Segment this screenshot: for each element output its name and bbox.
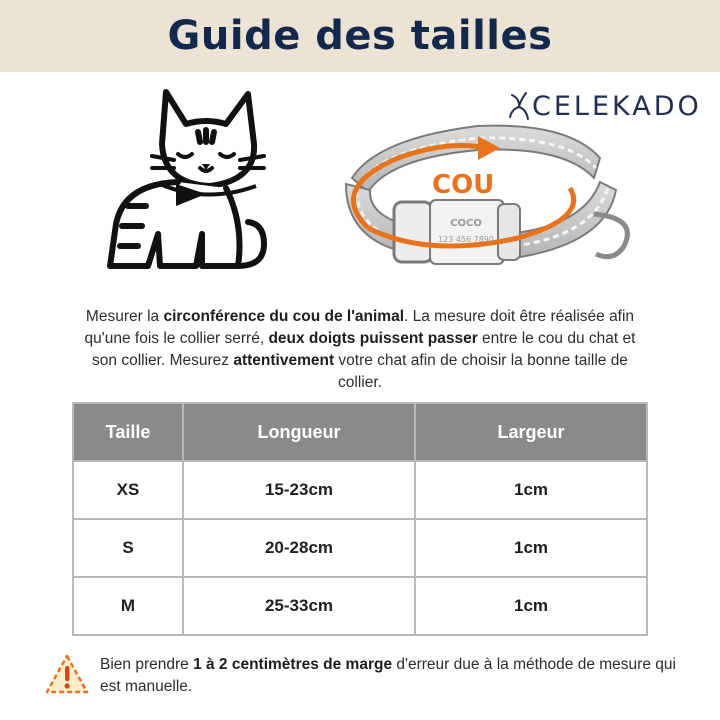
note-bold: 1 à 2 centimètres de marge <box>193 656 393 673</box>
header-banner <box>0 0 720 72</box>
note-text-2: d'erreur due à la méthode de mesure qui est manuelle. <box>100 656 676 695</box>
table-row <box>73 519 647 577</box>
cat-illustration <box>88 84 272 274</box>
length-cell: 25-33cm <box>183 577 415 635</box>
desc-text-1: Mesurer la <box>85 308 164 325</box>
header-cell-size: Taille <box>73 403 183 461</box>
tag-name: COCO <box>450 218 482 229</box>
brand-name: CELEKADO <box>532 90 702 122</box>
width-cell: 1cm <box>415 519 647 577</box>
neck-label: COU <box>432 170 495 200</box>
note-text <box>100 654 684 698</box>
desc-bold-3: attentivement <box>233 352 335 369</box>
table-header-row <box>73 403 647 461</box>
tag-phone: 123 456 7890 <box>438 235 494 244</box>
header-cell-width: Largeur <box>415 403 647 461</box>
length-cell: 15-23cm <box>183 461 415 519</box>
desc-bold-2: deux doigts puissent passer <box>268 330 478 347</box>
width-cell: 1cm <box>415 461 647 519</box>
desc-text-4: votre chat afin de choisir la bonne taille de collier. <box>334 352 628 391</box>
size-table <box>72 402 648 636</box>
size-cell: XS <box>73 461 183 519</box>
warning-icon <box>44 652 90 698</box>
size-cell: M <box>73 577 183 635</box>
width-cell: 1cm <box>415 577 647 635</box>
header-cell-length: Longueur <box>183 403 415 461</box>
desc-text-3: entre le cou du chat et son collier. Mesurez <box>92 330 636 369</box>
desc-text-2: . La mesure doit être réalisée afin qu'une fois le collier serré, <box>84 308 635 347</box>
size-cell: S <box>73 519 183 577</box>
table-row <box>73 577 647 635</box>
measurement-instructions <box>70 306 650 394</box>
table-row <box>73 461 647 519</box>
desc-bold-1: circonférence du cou de l'animal <box>163 308 405 325</box>
page-title: Guide des tailles <box>167 13 553 59</box>
length-cell: 20-28cm <box>183 519 415 577</box>
margin-note <box>44 652 684 698</box>
note-text-1: Bien prendre <box>100 656 194 673</box>
